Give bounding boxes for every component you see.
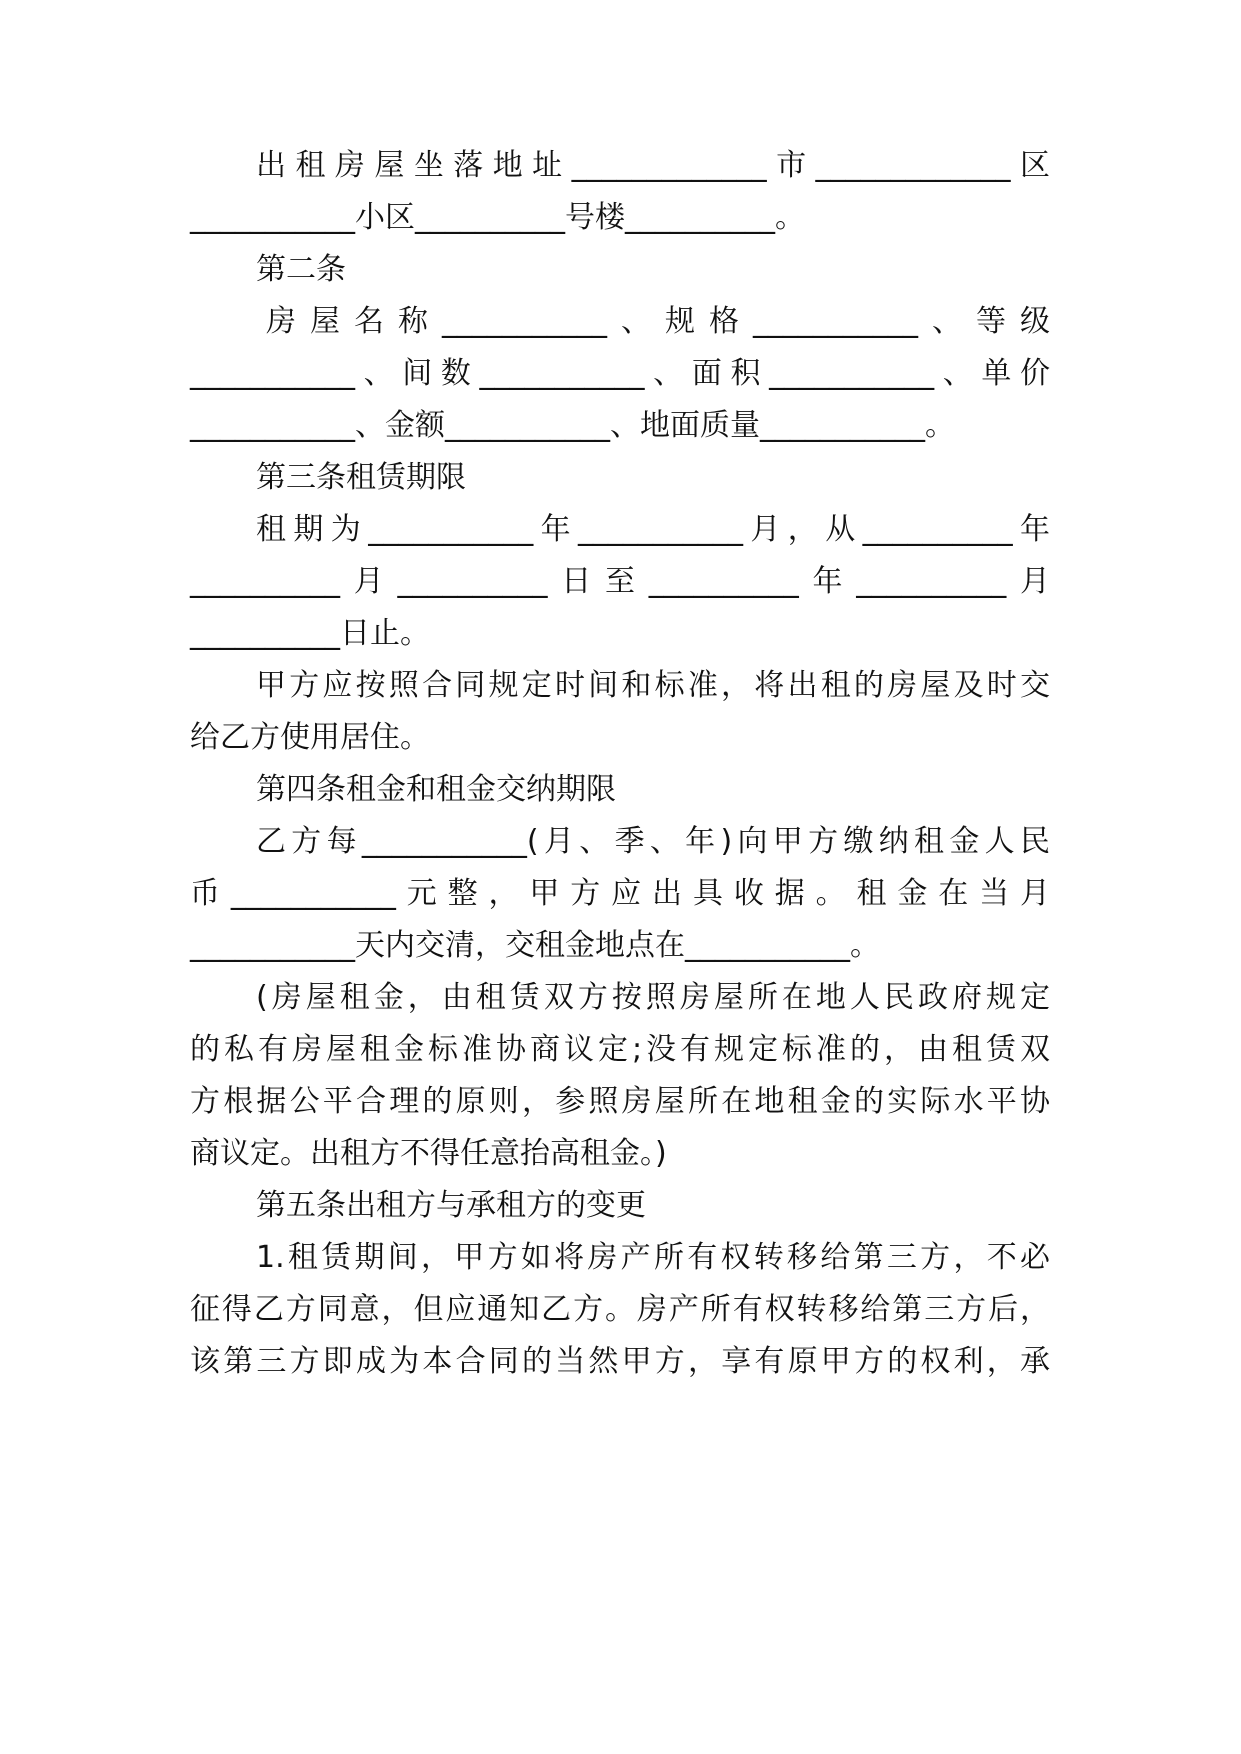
text-line: ___________天内交清，交租金地点在___________。: [190, 928, 880, 963]
text-line: 币___________元整，甲方应出具收据。租金在当月: [190, 876, 1050, 911]
text-line: 的私有房屋租金标准协商议定;没有规定标准的，由租赁双: [190, 1032, 1050, 1067]
text-line: 1.租赁期间，甲方如将房产所有权转移给第三方，不必: [256, 1240, 1050, 1275]
article-heading: 第四条租金和租金交纳期限: [256, 772, 616, 807]
text-line: 商议定。出租方不得任意抬高租金。): [190, 1136, 667, 1171]
text-line: ___________、金额___________、地面质量___________。: [190, 408, 955, 443]
text-line: 甲方应按照合同规定时间和标准，将出租的房屋及时交: [256, 668, 1050, 703]
text-line: (房屋租金，由租赁双方按照房屋所在地人民政府规定: [256, 980, 1050, 1015]
text-line: 该第三方即成为本合同的当然甲方，享有原甲方的权利，承: [190, 1344, 1050, 1379]
text-line: 给乙方使用居住。: [190, 720, 430, 755]
text-line: 乙方每___________(月、季、年)向甲方缴纳租金人民: [256, 824, 1050, 859]
text-line: 征得乙方同意，但应通知乙方。房产所有权转移给第三方后，: [190, 1292, 1050, 1327]
text-line: 房屋名称___________、规格___________、等级: [266, 304, 1050, 339]
text-line: 租期为___________年___________月，从__________年: [256, 512, 1050, 547]
text-line: __________月__________日至__________年__________月: [190, 564, 1050, 599]
article-heading: 第三条租赁期限: [256, 460, 466, 495]
article-heading: 第二条: [256, 252, 346, 287]
article-heading: 第五条出租方与承租方的变更: [256, 1188, 646, 1223]
text-line: ___________小区__________号楼__________。: [190, 200, 805, 235]
text-line: 方根据公平合理的原则，参照房屋所在地租金的实际水平协: [190, 1084, 1050, 1119]
text-line: __________日止。: [190, 616, 430, 651]
text-line: 出租房屋坐落地址_____________市_____________区: [256, 148, 1050, 183]
text-line: ___________、间数___________、面积___________、单价: [190, 356, 1050, 391]
